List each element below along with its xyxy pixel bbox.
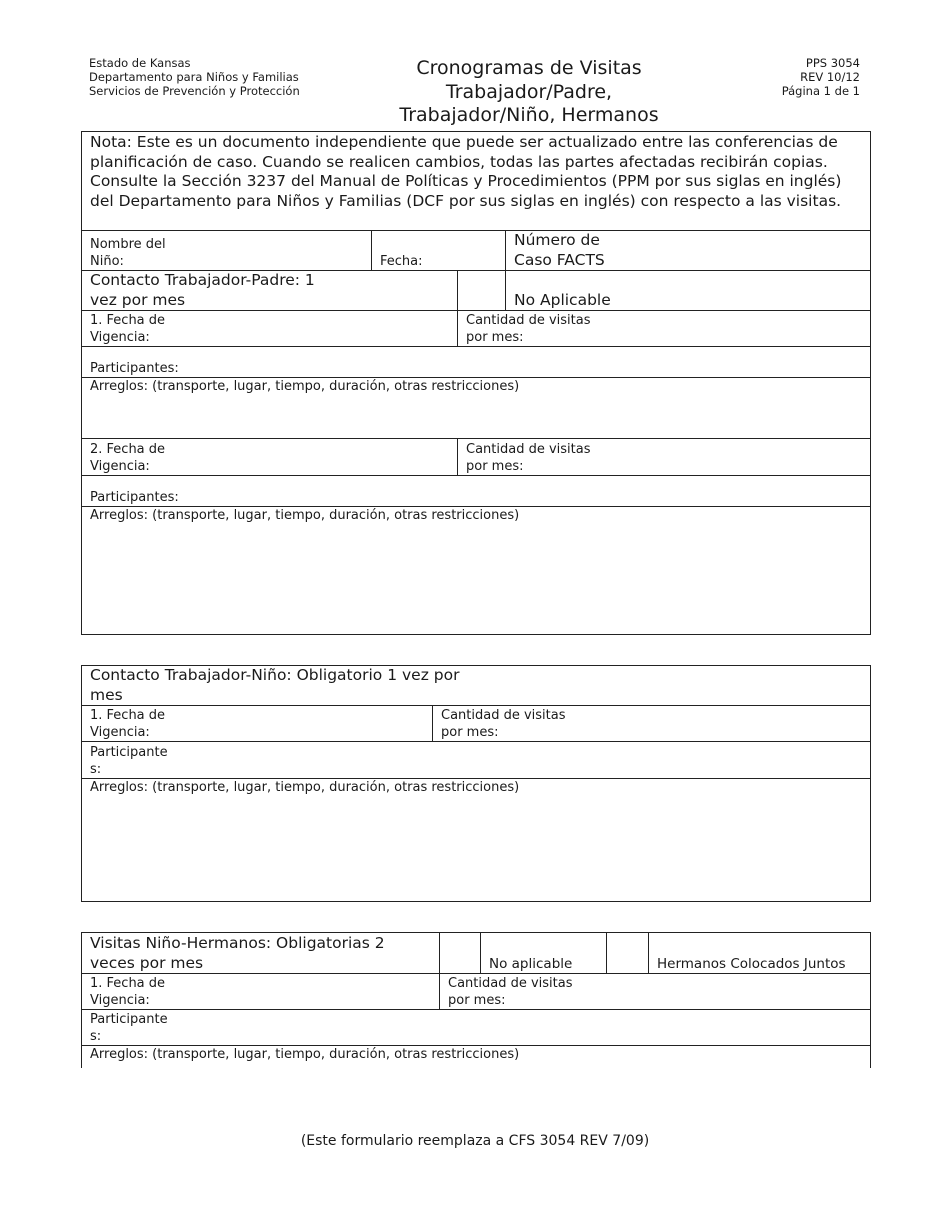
wp-entry2-visits-field[interactable] xyxy=(458,439,871,476)
note-text: Nota: Este es un documento independiente que puede ser actualizado entre las conferencias de planificación de caso. Cuando se realicen cambios, todas las partes afectadas recibirán copias. Consulte la Sección 3237 del Manual de Políticas y Procedimientos (PPM por sus siglas en inglés) del Departamento para Niños y Familias (DCF por sus siglas en inglés) con respecto a las visitas. xyxy=(82,132,871,231)
cs-date-label: 1. Fecha de Vigencia: xyxy=(90,976,166,1008)
wp-entry2-participants-label: Participantes: xyxy=(90,490,179,505)
wp-entry1-participants-label: Participantes: xyxy=(90,361,179,376)
child-name-label: Nombre del Niño: xyxy=(90,237,166,269)
agency-line-2: Departamento para Niños y Familias xyxy=(89,70,299,84)
siblings-placed-together-label: Hermanos Colocados Juntos xyxy=(649,933,871,974)
wp-entry1-date-field[interactable] xyxy=(82,311,458,347)
worker-parent-heading: Contacto Trabajador-Padre: 1 vez por mes xyxy=(82,271,458,311)
agency-line-1: Estado de Kansas xyxy=(89,56,191,70)
worker-parent-table xyxy=(81,131,871,635)
footer-note: (Este formulario reemplaza a CFS 3054 REV 7/09) xyxy=(300,1133,650,1149)
child-siblings-table xyxy=(81,932,871,1068)
wp-entry2-visits-label: Cantidad de visitas por mes: xyxy=(466,442,591,474)
child-siblings-heading: Visitas Niño-Hermanos: Obligatorias 2 veces por mes xyxy=(82,933,440,974)
cs-visits-label: Cantidad de visitas por mes: xyxy=(448,976,573,1008)
page-number: Página 1 de 1 xyxy=(781,84,860,98)
agency-block xyxy=(89,56,300,98)
cs-participants-label: Participantes: xyxy=(90,1012,168,1044)
title-line-2: Trabajador/Padre, xyxy=(445,80,613,103)
wp-entry1-visits-field[interactable] xyxy=(458,311,871,347)
wc-arrangements-field[interactable] xyxy=(82,779,871,902)
wp-entry1-participants-field[interactable] xyxy=(82,347,871,378)
form-revision: REV 10/12 xyxy=(800,70,860,84)
cs-participants-field[interactable] xyxy=(82,1010,871,1046)
title-line-1: Cronogramas de Visitas xyxy=(416,57,642,79)
date-label: Fecha: xyxy=(380,254,423,269)
wc-date-field[interactable] xyxy=(82,706,433,742)
wp-entry1-date-label: 1. Fecha de Vigencia: xyxy=(90,313,166,345)
child-name-field[interactable] xyxy=(82,231,372,271)
worker-child-table xyxy=(81,665,871,902)
agency-line-3: Servicios de Prevención y Protección xyxy=(89,84,300,98)
cs-visits-field[interactable] xyxy=(440,974,871,1010)
wc-participants-label: Participantes: xyxy=(90,745,168,777)
siblings-not-applicable-label: No aplicable xyxy=(481,933,607,974)
wc-arrangements-label: Arreglos: (transporte, lugar, tiempo, duración, otras restricciones) xyxy=(90,780,520,795)
cs-arrangements-label: Arreglos: (transporte, lugar, tiempo, duración, otras restricciones) xyxy=(90,1047,520,1062)
cs-date-field[interactable] xyxy=(82,974,440,1010)
siblings-placed-together-checkbox[interactable] xyxy=(607,933,649,974)
not-applicable-checkbox[interactable] xyxy=(458,271,506,311)
not-applicable-label: No Aplicable xyxy=(506,271,871,311)
wp-entry1-visits-label: Cantidad de visitas por mes: xyxy=(466,313,591,345)
case-number-label: Número de Caso FACTS xyxy=(514,231,605,269)
wp-entry1-arrangements-field[interactable] xyxy=(82,378,871,439)
title-line-3: Trabajador/Niño, Hermanos xyxy=(399,104,659,126)
form-id-block xyxy=(782,56,860,98)
wc-visits-field[interactable] xyxy=(433,706,871,742)
worker-child-heading: Contacto Trabajador-Niño: Obligatorio 1 vez por mes xyxy=(82,666,871,706)
wc-participants-field[interactable] xyxy=(82,742,871,779)
date-field[interactable] xyxy=(372,231,506,271)
case-number-field[interactable] xyxy=(506,231,871,271)
wp-entry2-arrangements-label: Arreglos: (transporte, lugar, tiempo, duración, otras restricciones) xyxy=(90,508,520,523)
form-number: PPS 3054 xyxy=(805,56,860,70)
wc-visits-label: Cantidad de visitas por mes: xyxy=(441,708,566,740)
wp-entry2-participants-field[interactable] xyxy=(82,476,871,507)
siblings-not-applicable-checkbox[interactable] xyxy=(440,933,481,974)
wc-date-label: 1. Fecha de Vigencia: xyxy=(90,708,166,740)
wp-entry2-date-label: 2. Fecha de Vigencia: xyxy=(90,442,166,474)
wp-entry1-arrangements-label: Arreglos: (transporte, lugar, tiempo, duración, otras restricciones) xyxy=(90,379,520,394)
wp-entry2-arrangements-field[interactable] xyxy=(82,507,871,635)
wp-entry2-date-field[interactable] xyxy=(82,439,458,476)
form-title xyxy=(370,57,688,128)
cs-arrangements-field[interactable] xyxy=(82,1046,871,1068)
